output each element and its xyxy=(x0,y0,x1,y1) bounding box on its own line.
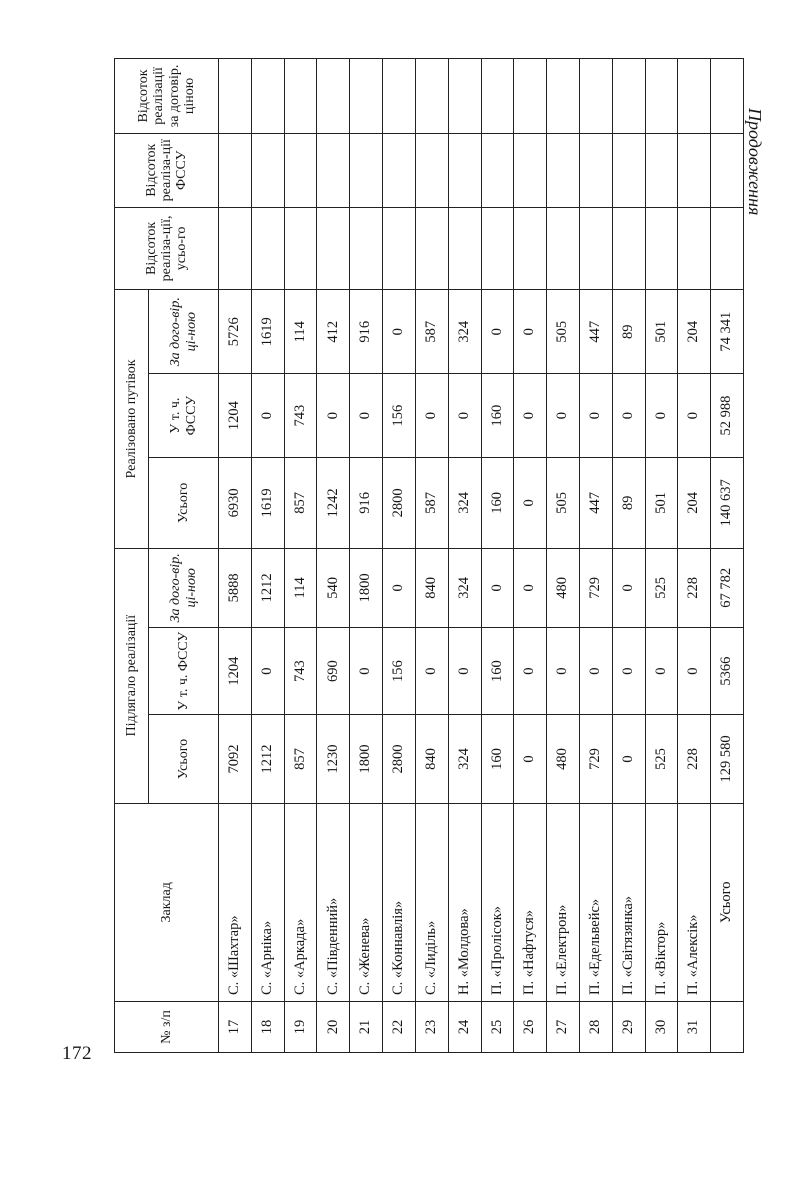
cell-r-contract: 587 xyxy=(415,290,448,374)
cell-r-contract: 324 xyxy=(448,290,481,374)
cell-s-fssu: 0 xyxy=(645,628,678,715)
cell-pct-contract xyxy=(645,59,678,134)
row-institution: С. «Лиділь» xyxy=(415,803,448,1001)
total-s-contract: 67 782 xyxy=(711,548,744,627)
cell-pct-total xyxy=(284,207,317,290)
cell-s-contract: 540 xyxy=(317,548,350,627)
cell-r-total: 6930 xyxy=(219,458,252,549)
row-institution: П. «Едельвейс» xyxy=(579,803,612,1001)
page-number: 172 xyxy=(62,1043,92,1064)
cell-pct-total xyxy=(317,207,350,290)
cell-pct-total xyxy=(645,207,678,290)
header-sold-contract: За дого-вір. ці-ною xyxy=(149,290,219,374)
cell-r-contract: 0 xyxy=(383,290,416,374)
row-number: 27 xyxy=(547,1002,580,1053)
table-row xyxy=(448,59,481,1053)
cell-s-contract: 1212 xyxy=(251,548,284,627)
row-number: 20 xyxy=(317,1002,350,1053)
row-institution: П. «Віктор» xyxy=(645,803,678,1001)
cell-pct-contract xyxy=(547,59,580,134)
header-pct-fssu: Відсоток реаліза-ції ФССУ xyxy=(115,133,219,207)
cell-s-fssu: 0 xyxy=(415,628,448,715)
rotated-table-frame xyxy=(114,58,744,1053)
cell-s-fssu: 0 xyxy=(678,628,711,715)
table-row xyxy=(678,59,711,1053)
cell-pct-fssu xyxy=(317,133,350,207)
row-institution: П. «Світязянка» xyxy=(612,803,645,1001)
cell-pct-total xyxy=(251,207,284,290)
row-institution: С. «Шахтар» xyxy=(219,803,252,1001)
row-institution: П. «Пролісок» xyxy=(481,803,514,1001)
row-number: 28 xyxy=(579,1002,612,1053)
cell-s-contract: 525 xyxy=(645,548,678,627)
cell-pct-fssu xyxy=(547,133,580,207)
cell-pct-contract xyxy=(678,59,711,134)
cell-s-contract: 0 xyxy=(612,548,645,627)
header-group-submitted: Підлягало реалізації xyxy=(115,548,149,803)
table-row xyxy=(645,59,678,1053)
total-num xyxy=(711,1002,744,1053)
cell-r-fssu: 0 xyxy=(645,374,678,458)
cell-pct-total xyxy=(415,207,448,290)
cell-s-total: 7092 xyxy=(219,715,252,803)
total-r-fssu: 52 988 xyxy=(711,374,744,458)
table-row xyxy=(317,59,350,1053)
row-number: 17 xyxy=(219,1002,252,1053)
cell-pct-fssu xyxy=(415,133,448,207)
cell-pct-fssu xyxy=(350,133,383,207)
cell-pct-contract xyxy=(219,59,252,134)
table-row xyxy=(383,59,416,1053)
cell-r-fssu: 160 xyxy=(481,374,514,458)
cell-s-fssu: 160 xyxy=(481,628,514,715)
cell-s-contract: 324 xyxy=(448,548,481,627)
cell-s-contract: 0 xyxy=(481,548,514,627)
cell-r-fssu: 0 xyxy=(251,374,284,458)
table-row xyxy=(350,59,383,1053)
cell-pct-contract xyxy=(579,59,612,134)
cell-r-fssu: 0 xyxy=(317,374,350,458)
row-institution: С. «Женева» xyxy=(350,803,383,1001)
cell-pct-total xyxy=(350,207,383,290)
cell-r-total: 857 xyxy=(284,458,317,549)
cell-r-contract: 916 xyxy=(350,290,383,374)
cell-s-contract: 840 xyxy=(415,548,448,627)
total-row xyxy=(711,59,744,1053)
total-s-fssu: 5366 xyxy=(711,628,744,715)
cell-r-fssu: 0 xyxy=(579,374,612,458)
row-number: 24 xyxy=(448,1002,481,1053)
cell-s-total: 525 xyxy=(645,715,678,803)
cell-r-contract: 204 xyxy=(678,290,711,374)
row-number: 18 xyxy=(251,1002,284,1053)
table-row xyxy=(251,59,284,1053)
table-row xyxy=(514,59,547,1053)
cell-r-contract: 5726 xyxy=(219,290,252,374)
cell-r-contract: 1619 xyxy=(251,290,284,374)
cell-pct-fssu xyxy=(219,133,252,207)
cell-s-total: 1212 xyxy=(251,715,284,803)
cell-pct-fssu xyxy=(448,133,481,207)
cell-r-total: 505 xyxy=(547,458,580,549)
cell-pct-contract xyxy=(284,59,317,134)
cell-r-total: 1619 xyxy=(251,458,284,549)
cell-s-fssu: 0 xyxy=(547,628,580,715)
cell-pct-fssu xyxy=(383,133,416,207)
cell-r-total: 0 xyxy=(514,458,547,549)
cell-r-fssu: 1204 xyxy=(219,374,252,458)
cell-pct-fssu xyxy=(481,133,514,207)
cell-s-total: 0 xyxy=(514,715,547,803)
cell-r-total: 324 xyxy=(448,458,481,549)
header-submitted-fssu: У т. ч. ФССУ xyxy=(149,628,219,715)
cell-s-fssu: 0 xyxy=(612,628,645,715)
cell-r-contract: 114 xyxy=(284,290,317,374)
cell-s-total: 0 xyxy=(612,715,645,803)
cell-s-fssu: 156 xyxy=(383,628,416,715)
cell-r-fssu: 0 xyxy=(547,374,580,458)
table-row xyxy=(481,59,514,1053)
row-number: 26 xyxy=(514,1002,547,1053)
cell-s-total: 840 xyxy=(415,715,448,803)
cell-pct-total xyxy=(612,207,645,290)
row-number: 21 xyxy=(350,1002,383,1053)
header-group-sold: Реалізовано путівок xyxy=(115,290,149,548)
report-table xyxy=(114,58,744,1053)
cell-pct-fssu xyxy=(579,133,612,207)
cell-s-contract: 5888 xyxy=(219,548,252,627)
cell-r-fssu: 0 xyxy=(448,374,481,458)
row-number: 23 xyxy=(415,1002,448,1053)
cell-s-contract: 1800 xyxy=(350,548,383,627)
row-institution: С. «Південний» xyxy=(317,803,350,1001)
cell-pct-contract xyxy=(415,59,448,134)
cell-r-contract: 0 xyxy=(481,290,514,374)
table-row xyxy=(284,59,317,1053)
total-pct-fssu xyxy=(711,133,744,207)
cell-s-total: 324 xyxy=(448,715,481,803)
row-institution: Н. «Молдова» xyxy=(448,803,481,1001)
cell-s-fssu: 743 xyxy=(284,628,317,715)
cell-r-fssu: 0 xyxy=(612,374,645,458)
cell-r-total: 2800 xyxy=(383,458,416,549)
header-pct-total: Відсоток реаліза-ції, усьо-го xyxy=(115,207,219,290)
row-institution: С. «Арніка» xyxy=(251,803,284,1001)
cell-r-total: 501 xyxy=(645,458,678,549)
total-label: Усього xyxy=(711,803,744,1001)
table-row xyxy=(547,59,580,1053)
cell-s-total: 480 xyxy=(547,715,580,803)
cell-r-fssu: 0 xyxy=(514,374,547,458)
cell-pct-fssu xyxy=(514,133,547,207)
cell-s-contract: 729 xyxy=(579,548,612,627)
cell-s-fssu: 0 xyxy=(350,628,383,715)
running-title: Продовження xyxy=(745,108,765,216)
cell-r-contract: 412 xyxy=(317,290,350,374)
cell-s-fssu: 0 xyxy=(448,628,481,715)
cell-s-fssu: 0 xyxy=(514,628,547,715)
cell-s-total: 857 xyxy=(284,715,317,803)
total-pct-contract xyxy=(711,59,744,134)
cell-r-total: 1242 xyxy=(317,458,350,549)
cell-r-contract: 447 xyxy=(579,290,612,374)
header-submitted-contract: За дого-вір. ці-ною xyxy=(149,548,219,627)
cell-s-fssu: 0 xyxy=(251,628,284,715)
row-number: 22 xyxy=(383,1002,416,1053)
row-number: 25 xyxy=(481,1002,514,1053)
cell-s-contract: 480 xyxy=(547,548,580,627)
cell-r-fssu: 156 xyxy=(383,374,416,458)
cell-pct-contract xyxy=(514,59,547,134)
cell-pct-total xyxy=(448,207,481,290)
row-institution: С. «Коннавлія» xyxy=(383,803,416,1001)
cell-pct-fssu xyxy=(612,133,645,207)
row-number: 30 xyxy=(645,1002,678,1053)
table-row xyxy=(219,59,252,1053)
cell-r-contract: 0 xyxy=(514,290,547,374)
total-pct-total xyxy=(711,207,744,290)
cell-r-contract: 89 xyxy=(612,290,645,374)
row-institution: П. «Нафтуся» xyxy=(514,803,547,1001)
cell-pct-total xyxy=(514,207,547,290)
cell-pct-total xyxy=(547,207,580,290)
row-institution: С. «Аркада» xyxy=(284,803,317,1001)
cell-r-fssu: 0 xyxy=(678,374,711,458)
total-s-total: 129 580 xyxy=(711,715,744,803)
table-row xyxy=(415,59,448,1053)
cell-r-total: 587 xyxy=(415,458,448,549)
cell-s-total: 1800 xyxy=(350,715,383,803)
table-row xyxy=(579,59,612,1053)
header-sold-fssu: У т. ч. ФССУ xyxy=(149,374,219,458)
cell-s-contract: 228 xyxy=(678,548,711,627)
cell-s-total: 228 xyxy=(678,715,711,803)
row-institution: П. «Електрон» xyxy=(547,803,580,1001)
cell-r-total: 160 xyxy=(481,458,514,549)
cell-r-total: 447 xyxy=(579,458,612,549)
cell-pct-contract xyxy=(383,59,416,134)
cell-s-fssu: 690 xyxy=(317,628,350,715)
total-r-contract: 74 341 xyxy=(711,290,744,374)
cell-pct-contract xyxy=(350,59,383,134)
cell-pct-contract xyxy=(317,59,350,134)
cell-s-fssu: 1204 xyxy=(219,628,252,715)
header-num: № з/п xyxy=(115,1002,219,1053)
cell-r-contract: 501 xyxy=(645,290,678,374)
row-number: 29 xyxy=(612,1002,645,1053)
total-r-total: 140 637 xyxy=(711,458,744,549)
cell-pct-total xyxy=(383,207,416,290)
cell-r-contract: 505 xyxy=(547,290,580,374)
cell-pct-contract xyxy=(251,59,284,134)
cell-pct-contract xyxy=(448,59,481,134)
header-submitted-total: Усього xyxy=(149,715,219,803)
cell-r-fssu: 0 xyxy=(350,374,383,458)
cell-pct-total xyxy=(678,207,711,290)
cell-s-total: 729 xyxy=(579,715,612,803)
cell-pct-contract xyxy=(481,59,514,134)
cell-s-total: 1230 xyxy=(317,715,350,803)
header-sold-total: Усього xyxy=(149,458,219,549)
cell-pct-fssu xyxy=(678,133,711,207)
cell-pct-fssu xyxy=(645,133,678,207)
cell-pct-fssu xyxy=(284,133,317,207)
table-row xyxy=(612,59,645,1053)
header-institution: Заклад xyxy=(115,803,219,1001)
row-institution: П. «Алексік» xyxy=(678,803,711,1001)
cell-r-fssu: 743 xyxy=(284,374,317,458)
cell-pct-total xyxy=(481,207,514,290)
row-number: 31 xyxy=(678,1002,711,1053)
cell-r-fssu: 0 xyxy=(415,374,448,458)
cell-pct-total xyxy=(219,207,252,290)
cell-s-contract: 114 xyxy=(284,548,317,627)
cell-pct-fssu xyxy=(251,133,284,207)
cell-pct-total xyxy=(579,207,612,290)
cell-r-total: 89 xyxy=(612,458,645,549)
cell-r-total: 204 xyxy=(678,458,711,549)
header-pct-contract: Відсоток реалізації за договір. ціною xyxy=(115,59,219,134)
cell-s-total: 2800 xyxy=(383,715,416,803)
row-number: 19 xyxy=(284,1002,317,1053)
cell-s-contract: 0 xyxy=(383,548,416,627)
cell-s-contract: 0 xyxy=(514,548,547,627)
cell-pct-contract xyxy=(612,59,645,134)
cell-s-total: 160 xyxy=(481,715,514,803)
cell-s-fssu: 0 xyxy=(579,628,612,715)
table-body xyxy=(219,59,744,1053)
cell-r-total: 916 xyxy=(350,458,383,549)
